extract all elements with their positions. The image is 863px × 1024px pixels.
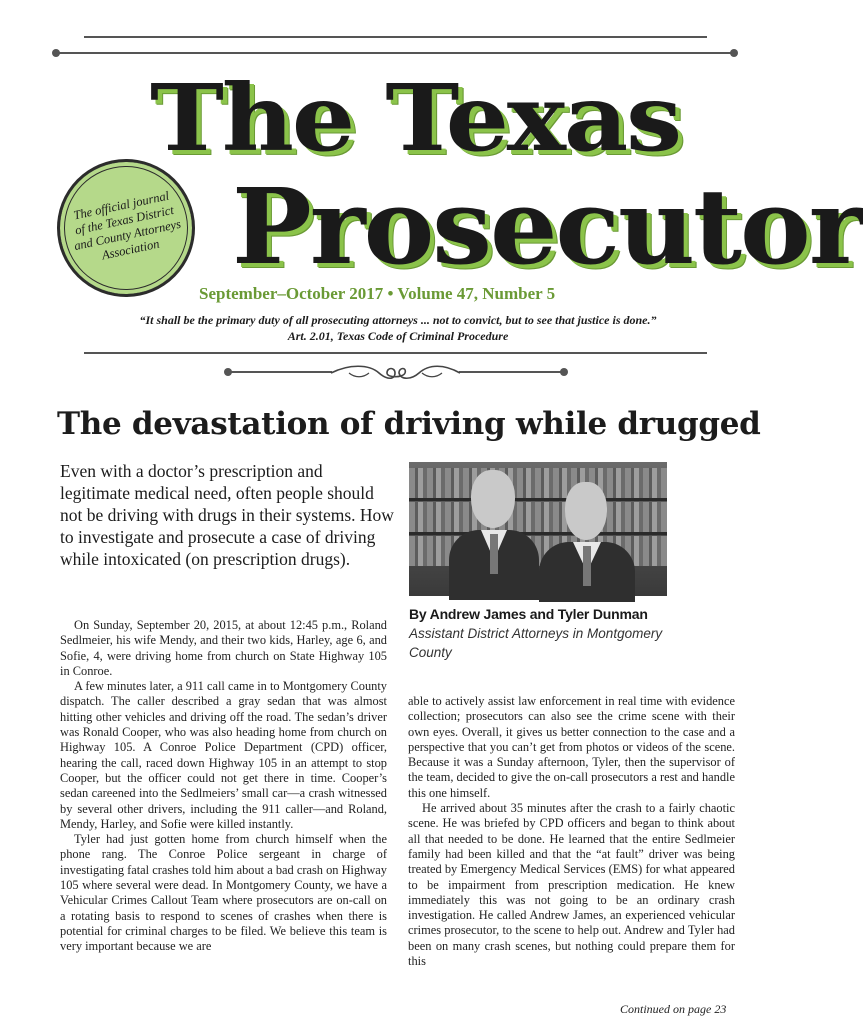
top-rule — [57, 52, 733, 54]
article-column-2 — [408, 694, 735, 969]
shelf — [409, 498, 667, 501]
bookshelf-row-top — [409, 468, 667, 498]
byline-role: Assistant District Attorneys in Montgomery County — [409, 626, 663, 660]
seal-text: The official journal of the Texas District and County Attorneys Association — [72, 188, 183, 263]
paragraph: On Sunday, September 20, 2015, at about 12:45 p.m., Roland Sedlmeier, his wife Mendy, and their two kids, Harley, age 6, and Sofie, 4, were driving home from church on State Highway 105 in Conroe. — [60, 618, 387, 678]
author-photo — [409, 462, 667, 596]
article-column-1 — [60, 618, 387, 955]
article-deck: Even with a doctor’s prescription and legitimate medical need, often people should not be driving with drugs in their systems. How to investigate and prosecute a case of driving while intoxicated (on prescription drugs). — [60, 461, 394, 569]
top-rule-left-dot — [52, 49, 60, 57]
continued-note: Continued on page 23 — [620, 1002, 727, 1016]
byline-names: By Andrew James and Tyler Dunman — [409, 606, 648, 622]
paragraph: Tyler had just gotten home from church himself when the phone rang. The Conroe Police sergeant in charge of investigating fatal crashes told him about a bad crash on Highway 105 where several were dead. In Montgomery County, we have a Vehicular Crimes Callout Team where prosecutors are on-call on a rotating basis to respond to scenes of crashes when there is potential for criminal charges to be filed. We believe this team is very important because we are — [60, 832, 387, 954]
issue-info: September–October 2017 • Volume 47, Number 5 — [199, 284, 556, 303]
quote-attribution: Art. 2.01, Texas Code of Criminal Procedure — [287, 329, 509, 343]
top-rule-right-dot — [730, 49, 738, 57]
upper-thin-rule — [84, 36, 707, 38]
shelf — [409, 532, 667, 535]
bookshelf-row-middle — [409, 502, 667, 532]
paragraph: able to actively assist law enforcement in real time with evidence collection; prosecutors can also see the crime scene with their own eyes. Overall, it gives us better connection to the case and a perspective that you can’t get from photos or videos of the scene. Because it was a Sunday afternoon, Tyler, then the supervisor of the team, decided to give the on-call prosecutors a rest and handle this one himself. — [408, 694, 735, 800]
byline — [409, 606, 669, 662]
paragraph: He arrived about 35 minutes after the crash to a fairly chaotic scene. He was briefed by CPD officers and began to think about all that needed to be done. He learned that the entire Sedlmeier family had been killed and that the “at fault” driver was being treated by Emergency Medical Services (EMS) for what appeared to be impairment from prescription medication. He knew immediately this was not going to be an ordinary crash investigation. He called Andrew James, an experienced vehicular crimes prosecutor, to the scene to help out. Andrew and Tyler had been on many crash scenes, but nothing could prepare them for this — [408, 801, 735, 969]
ornament-left-dot — [224, 368, 232, 376]
ornament-right-dot — [560, 368, 568, 376]
paragraph: A few minutes later, a 911 call came in to Montgomery County dispatch. The caller described a gray sedan that was almost hitting other vehicles and driving off the road. The sedan’s driver was Ronald Cooper, who was also heading home from church on Highway 105. A Conroe Police Department (CPD) officer, hearing the call, raced down Highway 105 in an attempt to stop Cooper, but the officer could not get there in time. Cooper’s sedan careened into the Sedlmeiers’ small car—a crash witnessed by several other drivers, including the 911 caller—and Roland, Mendy, Harley, and Sofie were killed instantly. — [60, 679, 387, 831]
masthead-quote — [48, 312, 748, 344]
quote-text: “It shall be the primary duty of all prosecuting attorneys ... not to convict, but to see that justice is done.” — [139, 313, 657, 327]
masthead-title-line1: The Texas — [150, 64, 680, 172]
masthead-title-line2: Prosecutor — [232, 165, 863, 288]
ornament-rule-right — [459, 371, 563, 373]
flourish-ornament-icon — [329, 362, 462, 384]
ornament-rule-left — [228, 371, 332, 373]
headline-top-rule — [84, 352, 707, 354]
article-headline: The devastation of driving while drugged — [57, 406, 761, 442]
